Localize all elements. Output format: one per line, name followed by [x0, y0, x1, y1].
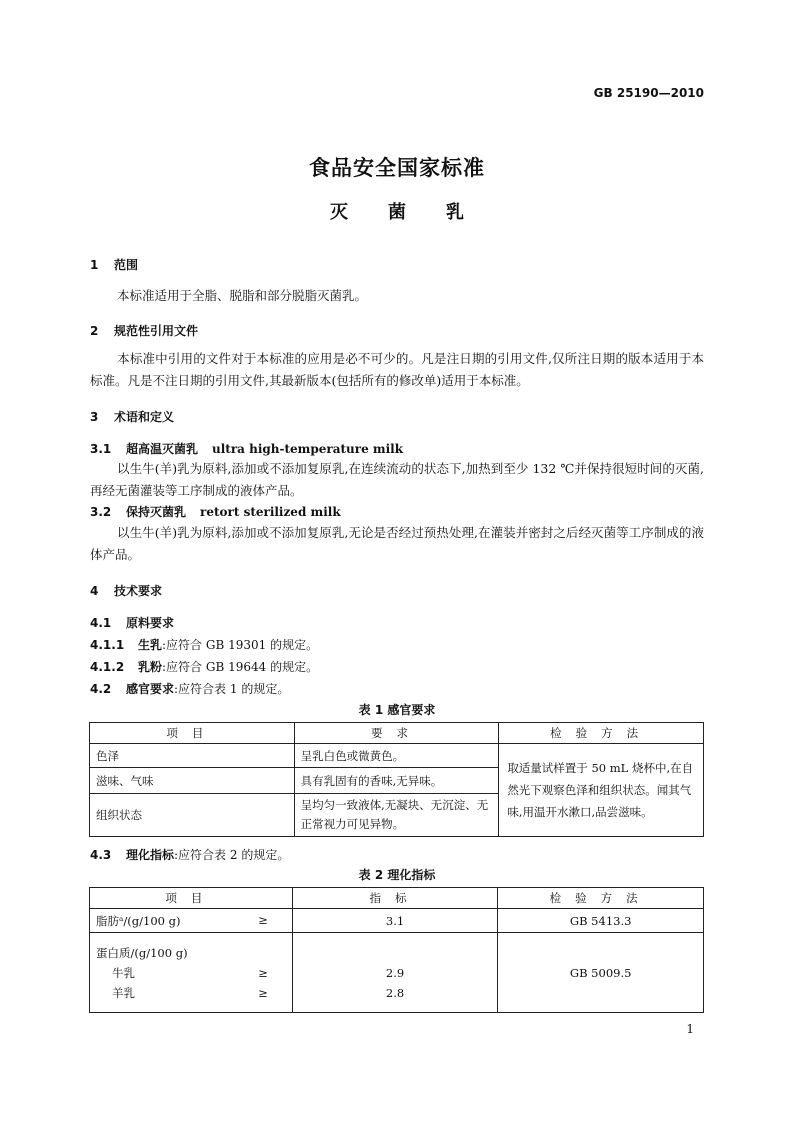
document-title: 食品安全国家标准	[309, 156, 485, 180]
paragraph-text: 以生牛(羊)乳为原料,添加或不添加复原乳,在连续流动的状态下,加热到至少 132 ℃并保持很短时间的灭菌,再经无菌灌装等工序制成的液体产品。	[90, 461, 704, 498]
section-4-1-1-heading	[90, 636, 318, 653]
table-cell-method: 取适量试样置于 50 mL 烧杯中,在自然光下观察色泽和组织状态。闻其气味,用温开水漱口,品尝滋味。	[499, 744, 704, 837]
value-cow: 2.9	[385, 965, 405, 980]
table-cell-item: 滋味、气味	[90, 768, 295, 794]
table-cell-item: 组织状态	[90, 794, 295, 837]
column-header: 项目	[90, 888, 293, 909]
table-cell-value: 3.1	[292, 909, 498, 933]
table-1-sensory	[89, 722, 704, 837]
section-3-2-paragraph	[90, 522, 704, 566]
paragraph-text: 本标准适用于全脂、脱脂和部分脱脂灭菌乳。	[117, 288, 368, 303]
section-number: 4.1	[90, 616, 112, 630]
document-subtitle: 灭菌乳	[330, 202, 504, 223]
value-goat: 2.8	[385, 985, 405, 1000]
section-number: 3.2	[90, 505, 112, 519]
section-title: 理化指标	[126, 848, 175, 862]
table-cell-method: GB 5413.3	[498, 909, 704, 933]
section-1-paragraph	[90, 285, 704, 307]
table-header-row	[90, 723, 704, 744]
section-number: 4.3	[90, 848, 112, 862]
section-title: 范围	[114, 258, 139, 272]
section-number: 3	[90, 410, 99, 424]
table-row	[90, 933, 704, 1013]
section-3-2-heading	[90, 503, 341, 520]
table-cell-requirement: 呈均匀一致液体,无凝块、无沉淀、无正常视力可见异物。	[294, 794, 499, 837]
section-text: :应符合表 1 的规定。	[174, 682, 290, 696]
section-3-heading	[90, 408, 174, 425]
table-cell-item	[90, 909, 293, 933]
section-title: 规范性引用文件	[114, 324, 199, 338]
section-4-3-heading	[90, 846, 289, 863]
item-label: 蛋白质/(g/100 g)	[96, 945, 188, 960]
section-title: 保持灭菌乳	[126, 505, 187, 519]
table-1-caption: 表 1 感官要求	[358, 703, 436, 717]
table-cell-method: GB 5009.5	[498, 933, 704, 1013]
section-title: 原料要求	[126, 616, 175, 630]
section-text: :应符合 GB 19301 的规定。	[162, 638, 319, 652]
section-4-2-heading	[90, 680, 289, 697]
ge-sign: ≥	[258, 985, 268, 1000]
section-title: 技术要求	[114, 584, 163, 598]
section-number: 4	[90, 584, 99, 598]
table-cell-item	[90, 933, 293, 1013]
table-cell-item: 色泽	[90, 744, 295, 768]
section-2-heading	[90, 322, 198, 339]
section-number: 2	[90, 324, 99, 338]
section-title: 生乳	[138, 638, 163, 652]
section-number: 1	[90, 258, 99, 272]
column-header: 检验方法	[499, 723, 704, 744]
section-title: 感官要求	[126, 682, 175, 696]
column-header: 项目	[90, 723, 295, 744]
section-4-1-2-heading	[90, 658, 318, 675]
paragraph-text: 以生牛(羊)乳为原料,添加或不添加复原乳,无论是否经过预热处理,在灌装并密封之后经灭菌等工序制成的液体产品。	[90, 525, 704, 562]
table-2-caption: 表 2 理化指标	[358, 868, 436, 882]
section-4-heading	[90, 582, 162, 599]
column-header: 检验方法	[498, 888, 704, 909]
section-title: 超高温灭菌乳	[126, 442, 199, 456]
section-4-1-heading	[90, 614, 174, 631]
sub-item-label: 羊乳	[112, 985, 135, 1000]
section-3-1-heading	[90, 440, 403, 457]
item-label: 脂肪ᵃ/(g/100 g)	[96, 913, 181, 928]
section-title: 乳粉	[138, 660, 163, 674]
ge-sign: ≥	[258, 912, 268, 927]
column-header: 要求	[294, 723, 499, 744]
table-cell-requirement: 具有乳固有的香味,无异味。	[294, 768, 499, 794]
section-text: :应符合表 2 的规定。	[174, 848, 290, 862]
section-text: :应符合 GB 19644 的规定。	[162, 660, 319, 674]
table-cell-value	[292, 933, 498, 1013]
section-number: 4.1.1	[90, 638, 125, 652]
section-number: 4.1.2	[90, 660, 125, 674]
table-row	[90, 909, 704, 933]
section-3-1-paragraph	[90, 458, 704, 502]
section-number: 3.1	[90, 442, 112, 456]
table-row	[90, 744, 704, 768]
ge-sign: ≥	[258, 965, 268, 980]
table-header-row	[90, 888, 704, 909]
page-number: 1	[686, 1022, 694, 1036]
column-header: 指标	[292, 888, 498, 909]
standard-code: GB 25190—2010	[593, 86, 704, 100]
section-2-paragraph	[90, 348, 704, 392]
table-2-physicochemical	[89, 887, 704, 1013]
sub-item-label: 牛乳	[112, 965, 135, 980]
section-english-term: ultra high-temperature milk	[212, 442, 404, 456]
paragraph-text: 本标准中引用的文件对于本标准的应用是必不可少的。凡是注日期的引用文件,仅所注日期的版本适用于本标准。凡是不注日期的引用文件,其最新版本(包括所有的修改单)适用于本标准。	[90, 351, 704, 388]
section-title: 术语和定义	[114, 410, 175, 424]
table-cell-requirement: 呈乳白色或微黄色。	[294, 744, 499, 768]
section-number: 4.2	[90, 682, 112, 696]
section-english-term: retort sterilized milk	[200, 505, 341, 519]
section-1-heading	[90, 256, 138, 273]
